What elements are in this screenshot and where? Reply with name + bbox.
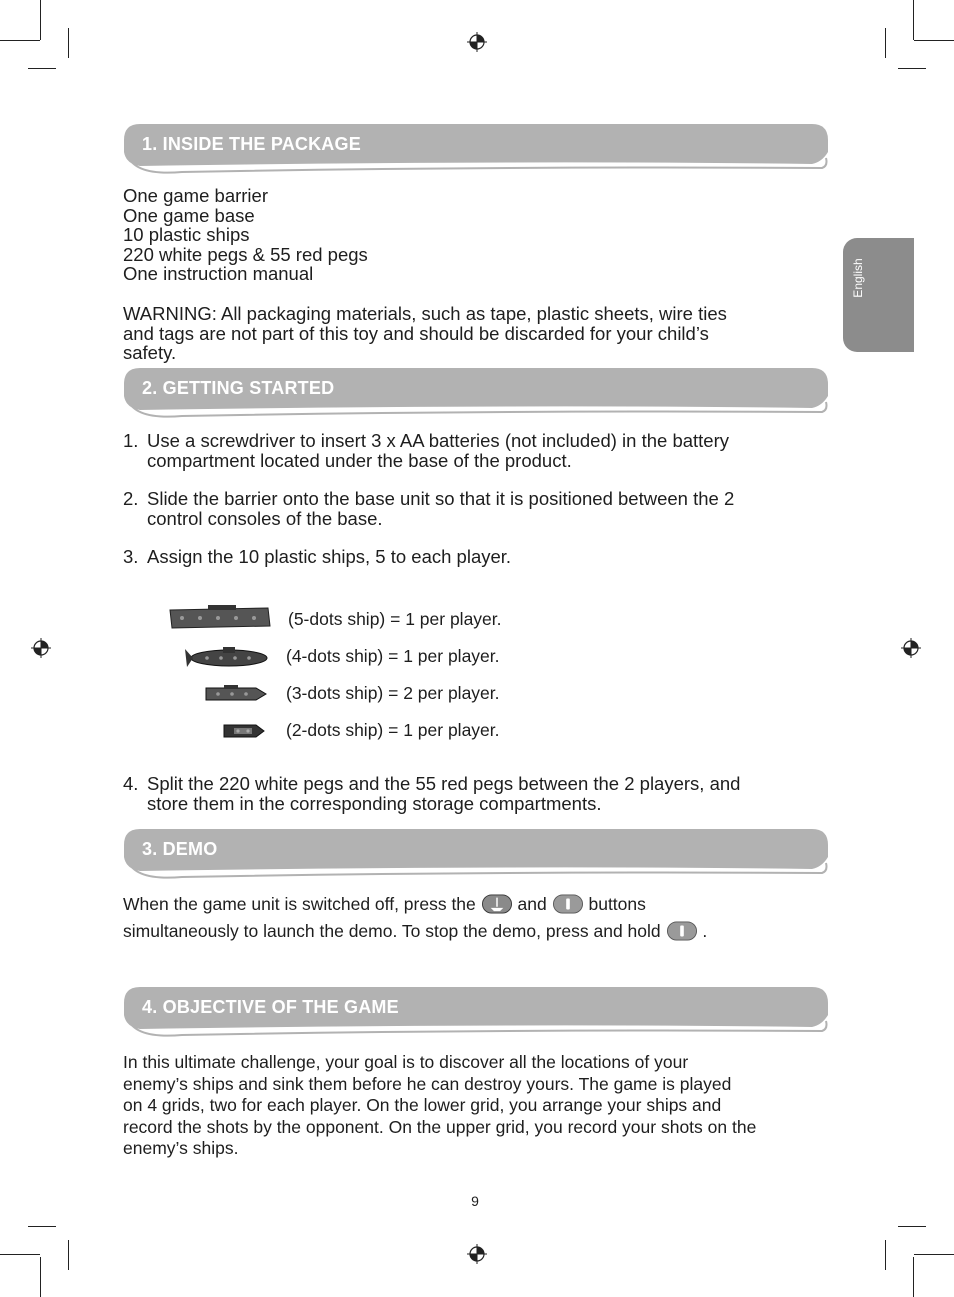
ship-row: (2-dots ship) = 1 per player. (286, 720, 500, 740)
submarine-icon (183, 645, 269, 671)
crop-mark (914, 40, 954, 41)
crop-mark (885, 1240, 886, 1270)
crop-mark (28, 1226, 56, 1227)
crop-mark (885, 28, 886, 58)
section-header-demo (122, 827, 830, 881)
language-tab (843, 238, 914, 352)
warning-text: WARNING: All packaging materials, such as tape, plastic sheets, wire ties and tags are not part of this toy and should be discarded for your child’s safety. (123, 303, 727, 364)
crop-mark (28, 68, 56, 69)
section-title: 3. DEMO (142, 839, 218, 859)
registration-mark-icon (31, 638, 51, 658)
list-item: One game barrier (123, 185, 268, 206)
section-title: 2. GETTING STARTED (142, 378, 335, 398)
registration-mark-icon (467, 32, 487, 52)
on-off-button-icon (666, 921, 698, 941)
patrol-boat-icon (220, 719, 266, 743)
page-number: 9 (471, 1193, 479, 1209)
section-header-getting-started (122, 366, 830, 420)
destroyer-ship-icon (204, 683, 268, 705)
crop-mark (40, 0, 41, 40)
carrier-ship-icon (168, 604, 272, 632)
ship-row: (3-dots ship) = 2 per player. (286, 683, 500, 703)
list-item: 220 white pegs & 55 red pegs (123, 243, 368, 265)
crop-mark (40, 1257, 41, 1297)
step-1: 1. Use a screwdriver to insert 3 x AA batteries (not included) in the battery compartment located under the base of the product. (123, 430, 730, 471)
demo-line-2: simultaneously to launch the demo. To stop the demo, press and hold . (123, 921, 708, 941)
section-header-inside (122, 122, 830, 176)
crop-mark (898, 68, 926, 69)
step-4: 4. Split the 220 white pegs and the 55 red pegs between the 2 players, and store them in the corresponding storage compartments. (123, 773, 741, 814)
crop-mark (68, 28, 69, 58)
crop-mark (914, 1254, 954, 1255)
list-item: 10 plastic ships (123, 224, 250, 246)
ship-row: (4-dots ship) = 1 per player. (286, 646, 500, 666)
crop-mark (0, 1254, 40, 1255)
package-contents-list (123, 186, 368, 284)
section-title: 4. OBJECTIVE OF THE GAME (142, 997, 399, 1017)
step-3: 3. Assign the 10 plastic ships, 5 to each player. (123, 546, 512, 567)
registration-mark-icon (467, 1244, 487, 1264)
step-2: 2. Slide the barrier onto the base unit so that it is positioned between the 2 control consoles of the base. (123, 488, 735, 529)
demo-line-1: When the game unit is switched off, press the and buttons (123, 894, 646, 914)
list-item: One game base (123, 204, 255, 226)
on-off-button-icon (552, 894, 584, 914)
list-item: One instruction manual (123, 263, 314, 285)
language-tab-label: English (851, 258, 865, 298)
crop-mark (0, 40, 40, 41)
crop-mark (913, 0, 914, 40)
crop-mark (68, 1240, 69, 1270)
registration-mark-icon (901, 638, 921, 658)
section-header-objective (122, 985, 830, 1039)
crop-mark (898, 1226, 926, 1227)
section-title: 1. INSIDE THE PACKAGE (142, 134, 361, 154)
crop-mark (913, 1257, 914, 1297)
ship-button-icon (481, 894, 513, 914)
objective-paragraph: In this ultimate challenge, your goal is to discover all the locations of your enemy’s ships and sink them before he can destroy yours. The game is played on 4 grids, two for each player. On the lower grid, you arrange your ships and record the shots by the opponent. On the upper grid, you record your shots on the enemy’s ships. (123, 1052, 757, 1158)
ship-row: (5-dots ship) = 1 per player. (288, 609, 502, 629)
